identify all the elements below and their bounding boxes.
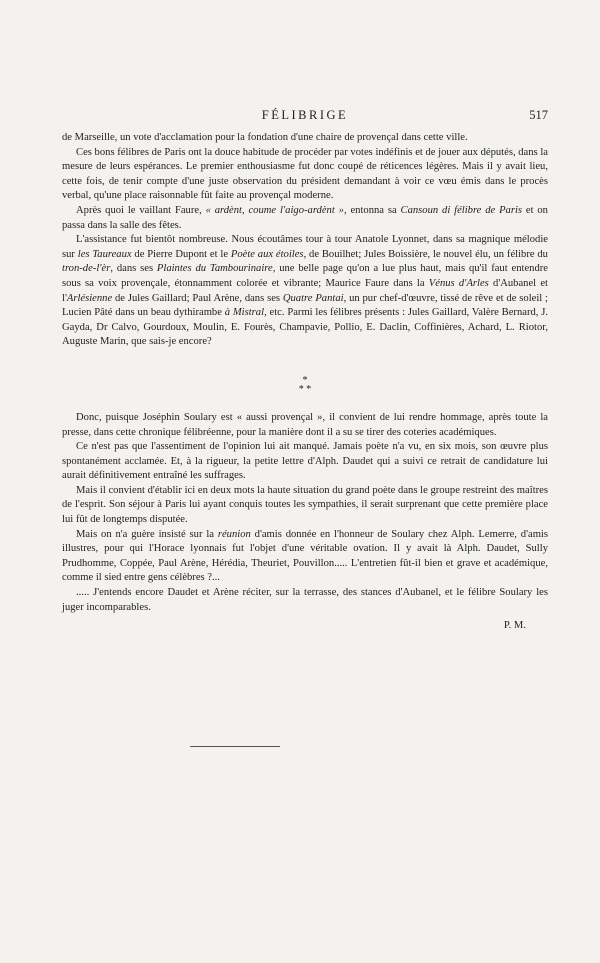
paragraph: Donc, puisque Joséphin Soulary est « aussi provençal », il convient de lui rendre hommage, après toute la presse, dans cette chronique félibréenne, pour la manière dont il a su se tirer des coteries académiques. <box>62 411 548 438</box>
signature: P. M. <box>503 620 526 632</box>
paragraph <box>62 204 548 233</box>
italic-title: Poète aux étoiles <box>230 248 304 260</box>
text-run: d'amis donnée en l'honneur de Soulary chez Alph. Lemerre, d'amis illustres, pour qui l'Horace lyonnais fut l'objet d'une véritable ovation. Il y avait là Alph. Daudet, Sully Prudhomme, Coppée, Paul Arène, Hérédia, Theuriet, Pouvillon..... L'entretien fût-il bien et grave et académique, comme il sied entre gens célèbres ?... <box>62 528 548 584</box>
text-run: L'assistance fut bientôt nombreuse. Nous écoutâmes tour à tour Anatole Lyonnet, dans sa magnique mélodie sur <box>62 234 548 260</box>
text-run: , etc. Parmi les félibres présents : Jules Gaillard, Valère Bernard, J. Gayda, Dr Calvo, Gourdoux, Moulin, E. Fourès, Champavie, Pollio, E. Daclin, Coffinières, Achard, L. Riotor, Auguste Marin, que sais-je encore? <box>62 307 548 348</box>
separator-star-top: * <box>302 374 308 386</box>
text-run: , une belle page qu'on a lue plus haut, mais qu'il faut entendre sous sa voix provençale, étonnamment colorée et vibrante; Maurice Faure dans la <box>62 263 548 289</box>
paragraph: Ces bons félibres de Paris ont la douce habitude de procéder par votes indéfinis et de jouer aux députés, dans la mesure de leurs espérances. Le premier enthousiasme fut donc coupé de réticences légères. Mais il y avait lieu, cette fois, de tenir compte d'une juste observation du président demandant à voir ce vœu émis dans le procès verbal, qu'une place raisonnable fût faite au provençal moderne. <box>62 146 548 202</box>
paragraph: Mais il convient d'établir ici en deux mots la haute situation du grand poète dans le groupe restreint des maîtres de l'esprit. Son séjour à Paris lui ayant conquis toutes les sympathies, il serait surprenant que cette première place lui fût de longtemps disputée. <box>62 484 548 526</box>
text-run: , entonna sa <box>343 204 401 216</box>
text-run: et on passa dans la salle des fêtes. <box>62 204 548 231</box>
text-run: , dans ses <box>110 263 157 275</box>
article-body <box>62 131 548 634</box>
italic-title: Quatre Pantai <box>282 292 344 304</box>
italic-title: Cansoun di félibre de Paris <box>400 204 523 216</box>
text-run: d'Aubanel et l' <box>62 277 548 304</box>
italic-word: réunion <box>217 528 251 540</box>
page-number: 517 <box>529 108 548 122</box>
italic-title: Vénus d'Arles <box>428 277 489 289</box>
paragraph <box>62 233 548 350</box>
italic-title: tron-de-l'èr <box>62 263 111 275</box>
paragraph: Ce n'est pas que l'assentiment de l'opinion lui ait manqué. Jamais poète n'a vu, en six mois, son œuvre plus spontanément acclamée. Et, à la rigueur, la petite lettre d'Alph. Daudet qui a suivi ce retrait de candidature lui aurait définitivement entraîné les suffrages. <box>62 441 548 482</box>
paragraph <box>62 528 548 586</box>
italic-title: Arlésienne <box>66 292 113 304</box>
text-run: , de Bouilhet; Jules Boissière, le nouvel élu, un félibre du <box>303 248 548 260</box>
text-run: de Pierre Dupont et le <box>131 248 231 260</box>
text-run: Mais on n'a guère insisté sur la <box>76 528 218 540</box>
paragraph: ..... J'entends encore Daudet et Arène réciter, sur la terrasse, des stances d'Aubanel, et le félibre Soulary les juger incomparables. <box>62 587 548 613</box>
text-run: , un pur chef-d'œuvre, tissé de rêve et de soleil ; Lucien Pâté dans un beau dythirambe <box>62 292 549 319</box>
section-separator <box>62 376 548 394</box>
running-header <box>62 108 548 128</box>
italic-title: à Mistral <box>224 307 265 319</box>
italic-title: les Taureaux <box>77 248 132 260</box>
end-rule <box>190 746 280 747</box>
text-run: Après quoi le vaillant Faure, <box>76 204 206 216</box>
italic-quote: « ardènt, coume l'aigo-ardènt » <box>205 204 344 216</box>
italic-title: Plaintes du Tambourinaire <box>156 263 273 275</box>
paragraph: de Marseille, un vote d'acclamation pour la fondation d'une chaire de provençal dans cette ville. <box>62 132 468 143</box>
running-title: FÉLIBRIGE <box>261 108 349 122</box>
separator-stars-bottom: * * <box>298 383 312 395</box>
text-run: de Jules Gaillard; Paul Arène, dans ses <box>112 292 283 304</box>
